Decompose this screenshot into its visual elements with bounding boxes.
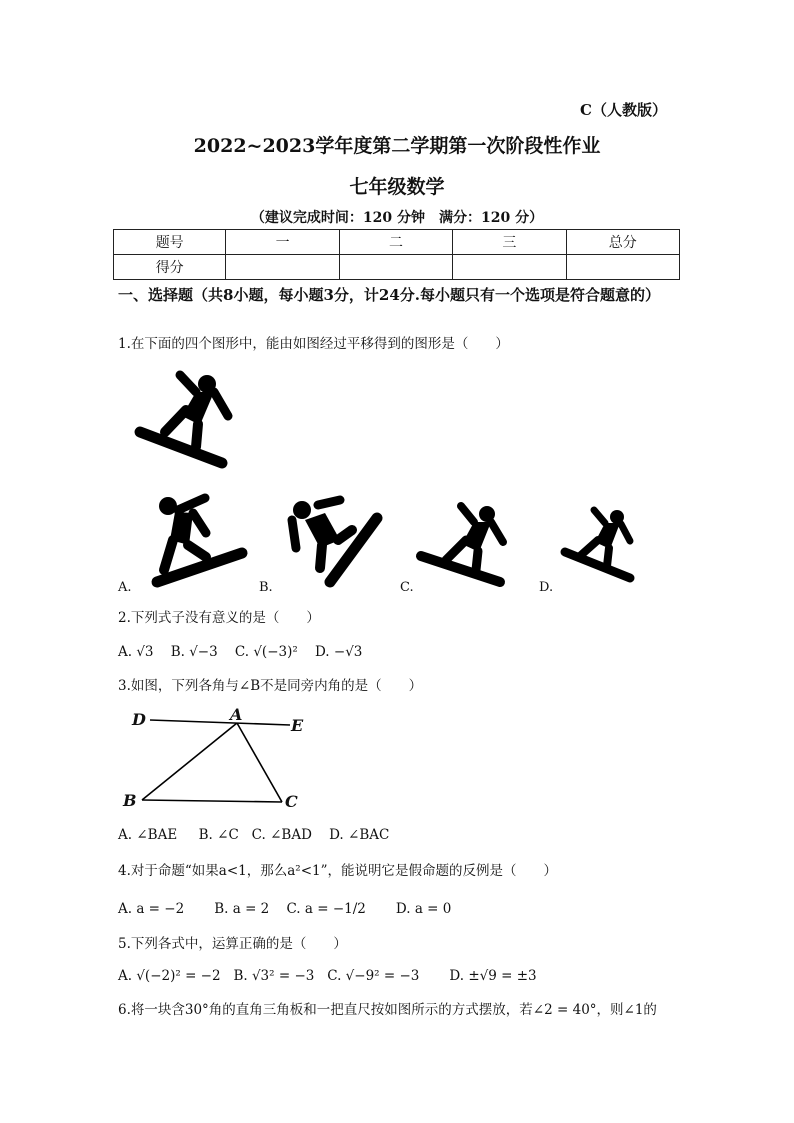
- table-cell: 三: [453, 230, 566, 255]
- table-cell: 得分: [114, 255, 226, 280]
- question-3: 3.如图，下列各角与∠B不是同旁内角的是（ ）: [118, 678, 423, 694]
- point-label-e: E: [291, 716, 304, 735]
- q3-option-b[interactable]: B. ∠C: [198, 827, 239, 843]
- exam-subtitle: 七年级数学: [349, 176, 445, 198]
- q4-option-d[interactable]: D. a = 0: [395, 901, 452, 917]
- q2-options: [118, 642, 362, 662]
- q1-option-a-label[interactable]: A.: [118, 580, 132, 595]
- point-label-a: A: [230, 705, 243, 724]
- point-label-b: B: [123, 791, 137, 810]
- question-1: 1.在下面的四个图形中，能由如图经过平移得到的图形是（ ）: [118, 336, 509, 352]
- q2-option-d[interactable]: D. −√3: [314, 644, 363, 660]
- q1-option-b-label[interactable]: B.: [259, 580, 273, 595]
- q2-option-a[interactable]: A. √3: [118, 644, 154, 660]
- point-label-c: C: [285, 792, 298, 811]
- exam-title: 2022~2023学年度第二学期第一次阶段性作业: [193, 135, 601, 157]
- q5-options: [118, 966, 537, 986]
- section-heading: 一、选择题（共8小题，每小题3分，计24分.每小题只有一个选项是符合题意的）: [118, 286, 660, 304]
- question-6: 6.将一块含30°角的直角三角板和一把直尺按如图所示的方式摆放，若∠2 = 40°，则∠1的: [118, 1002, 657, 1018]
- q4-options: [118, 899, 451, 919]
- q1-option-d-label[interactable]: D.: [539, 580, 554, 595]
- table-cell: 题号: [114, 230, 226, 255]
- edition-label: C（人教版）: [580, 101, 667, 119]
- snowboarder-option-c-icon: [421, 506, 503, 582]
- point-label-d: D: [132, 710, 146, 729]
- q4-option-c[interactable]: C. a = −1/2: [286, 901, 366, 917]
- snowboarder-option-b-icon: [292, 500, 377, 582]
- q3-figure: [142, 720, 290, 802]
- snowboarder-main-icon: [140, 375, 228, 463]
- q5-option-d[interactable]: D. ±√9 = ±3: [449, 968, 537, 984]
- table-cell: 一: [226, 230, 339, 255]
- q3-options: [118, 825, 389, 845]
- q3-option-c[interactable]: C. ∠BAD: [251, 827, 312, 843]
- q3-option-d[interactable]: D. ∠BAC: [329, 827, 390, 843]
- q2-option-c[interactable]: C. √(−3)²: [234, 644, 298, 660]
- snowboarder-option-d-icon: [565, 510, 630, 578]
- q2-option-b[interactable]: B. √−3: [170, 644, 218, 660]
- q5-option-b[interactable]: B. √3² = −3: [233, 968, 315, 984]
- table-cell: 二: [339, 230, 452, 255]
- q1-option-c-label[interactable]: C.: [400, 580, 414, 595]
- q4-option-b[interactable]: B. a = 2: [214, 901, 270, 917]
- question-4: 4.对于命题“如果a<1，那么a²<1”，能说明它是假命题的反例是（ ）: [118, 863, 557, 879]
- question-2: 2.下列式子没有意义的是（ ）: [118, 610, 320, 626]
- question-5: 5.下列各式中，运算正确的是（ ）: [118, 936, 347, 952]
- snowboarder-option-a-icon: [157, 497, 242, 582]
- exam-note: （建议完成时间：120 分钟 满分：120 分）: [250, 210, 544, 226]
- q5-option-a[interactable]: A. √(−2)² = −2: [118, 968, 221, 984]
- table-cell: 总分: [566, 230, 679, 255]
- q5-option-c[interactable]: C. √−9² = −3: [327, 968, 420, 984]
- q4-option-a[interactable]: A. a = −2: [118, 901, 185, 917]
- q3-option-a[interactable]: A. ∠BAE: [118, 827, 178, 843]
